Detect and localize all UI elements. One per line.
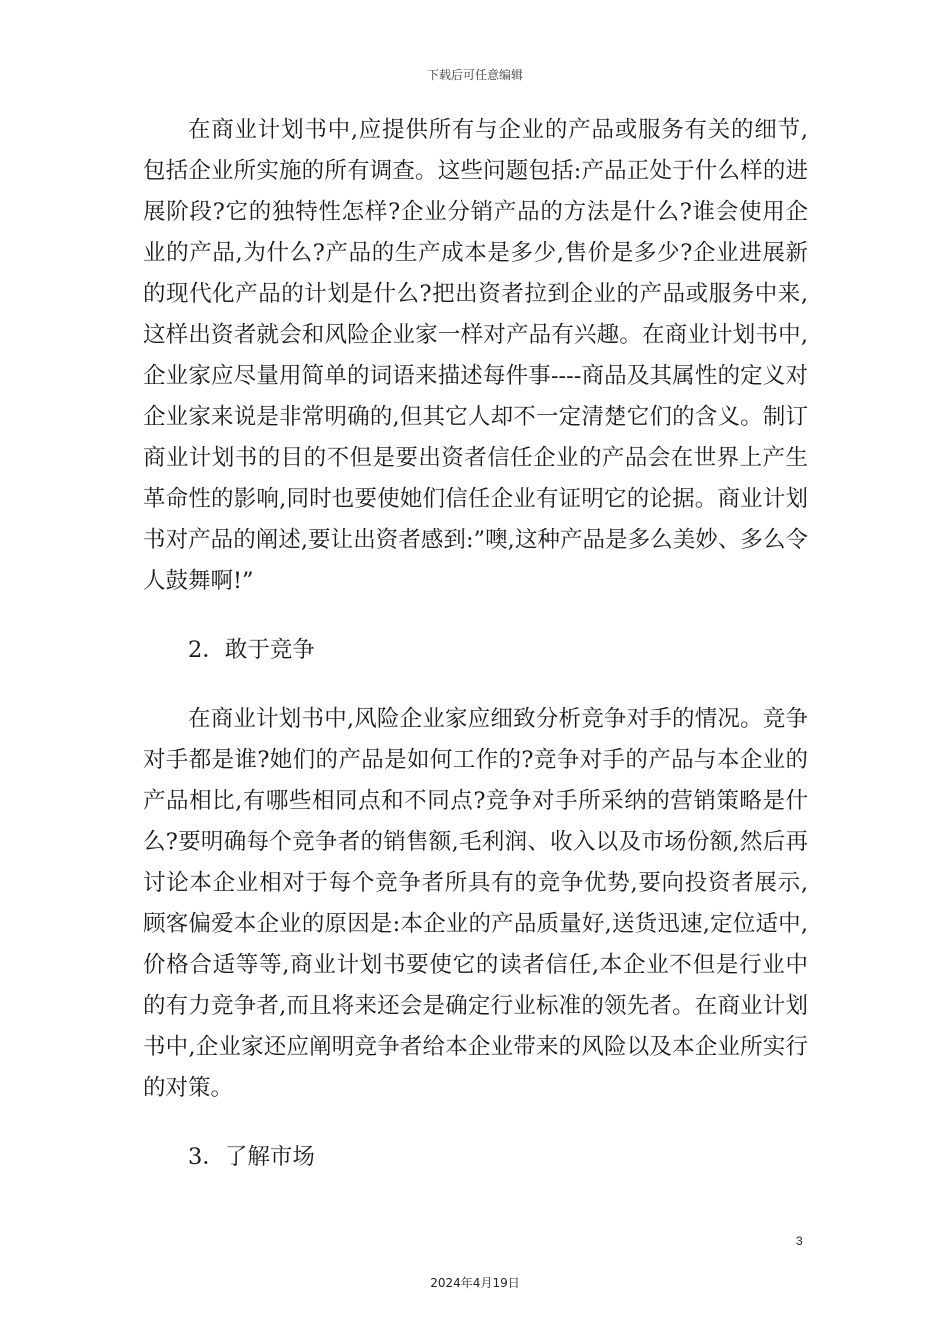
section-heading-market: 3．了解市场 [188,1144,315,1170]
section-heading-competition: 2．敢于竞争 [188,637,315,663]
page-footer-date: 2024年4月19日 [430,1276,520,1290]
page-number: 3 [796,1234,803,1248]
document-body [143,110,808,1178]
page-header: 下载后可任意编辑 [426,68,523,82]
paragraph-product-details: 在商业计划书中,应提供所有与企业的产品或服务有关的细节,包括企业所实施的所有调查。这些问题包括:产品正处于什么样的进展阶段?它的独特性怎样?企业分销产品的方法是什么?谁会使用企业的产品,为什么?产品的生产成本是多少,售价是多少?企业进展新的现代化产品的计划是什么?把出资者拉到企业的产品或服务中来,这样出资者就会和风险企业家一样对产品有兴趣。在商业计划书中,企业家应尽量用简单的词语来描述每件事----商品及其属性的定义对企业家来说是非常明确的,但其它人却不一定清楚它们的含义。制订商业计划书的目的不但是要出资者信任企业的产品会在世界上产生革命性的影响,同时也要使她们信任企业有证明它的论据。商业计划书对产品的阐述,要让出资者感到:”噢,这种产品是多么美妙、多么令人鼓舞啊!” [143,117,808,594]
paragraph-competition: 在商业计划书中,风险企业家应细致分析竞争对手的情况。竞争对手都是谁?她们的产品是如何工作的?竞争对手的产品与本企业的产品相比,有哪些相同点和不同点?竞争对手所采纳的营销策略是什么?要明确每个竞争者的销售额,毛利润、收入以及市场份额,然后再讨论本企业相对于每个竞争者所具有的竞争优势,要向投资者展示,顾客偏爱本企业的原因是:本企业的产品质量好,送货迅速,定位适中,价格合适等等,商业计划书要使它的读者信任,本企业不但是行业中的有力竞争者,而且将来还会是确定行业标准的领先者。在商业计划书中,企业家还应阐明竞争者给本企业带来的风险以及本企业所实行的对策。 [143,706,808,1101]
